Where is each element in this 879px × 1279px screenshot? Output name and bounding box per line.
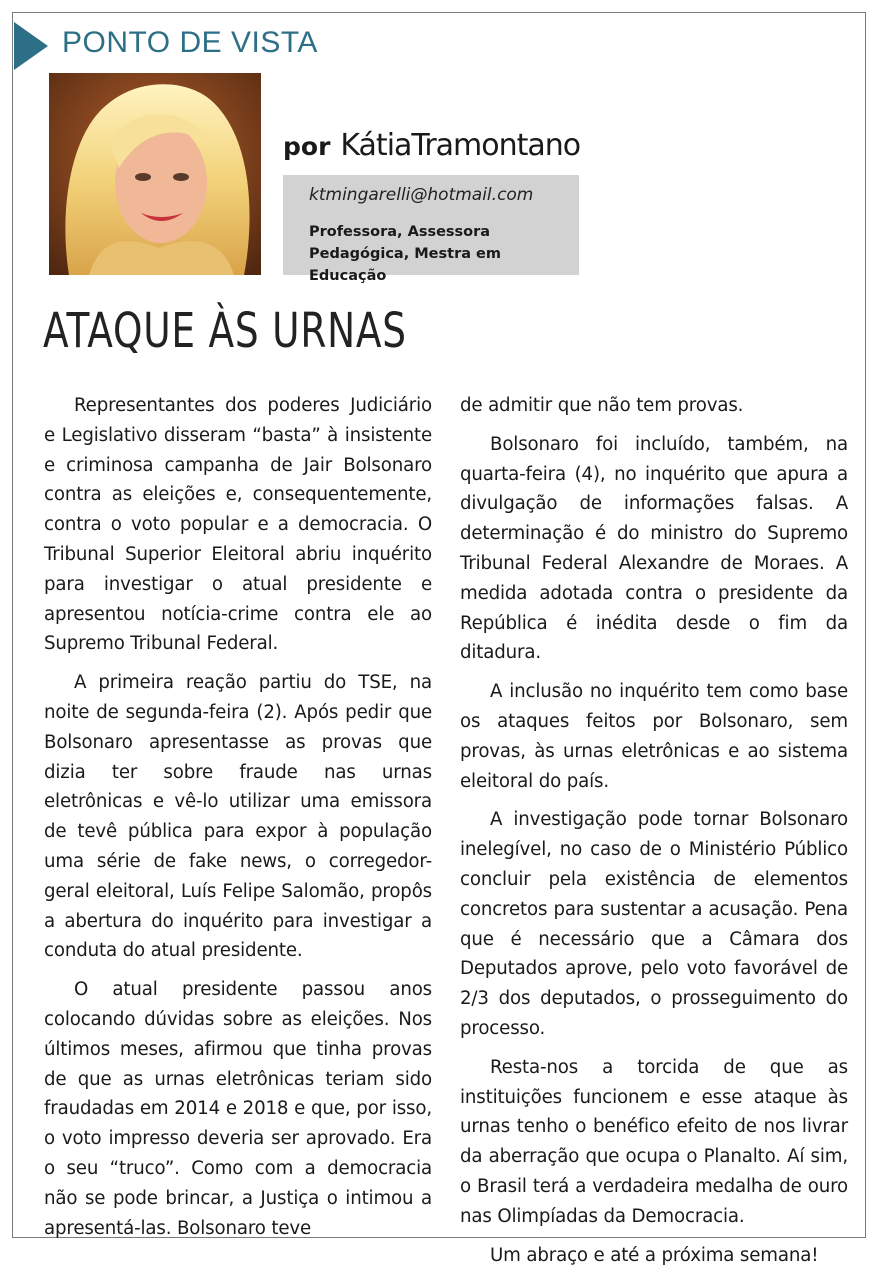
author-portrait-image xyxy=(49,73,261,275)
section-label: PONTO DE VISTA xyxy=(62,26,318,59)
paragraph: Resta-nos a torcida de que as instituições funcionem e esse ataque às urnas tenho o benéfico efeito de nos livrar da aberração que ocupa o Planalto. Aí sim, o Brasil terá a verdadeira medalha de ouro nas Olimpíadas da Democracia. xyxy=(460,1056,848,1227)
article-column-2 xyxy=(460,391,848,1279)
author-info-box xyxy=(283,175,579,284)
paragraph-continuation: de admitir que não tem provas. xyxy=(460,395,744,416)
author-role: Professora, Assessora Pedagógica, Mestra em Educação xyxy=(309,224,502,284)
paragraph: A investigação pode tornar Bolsonaro inelegível, no caso de o Ministério Público concluir pela existência de elementos concretos para sustentar a acusação. Pena que é necessário que a Câmara dos Deputados aprove, pelo voto favorável de 2/3 dos deputados, o prosseguimento do processo. xyxy=(460,809,848,1039)
paragraph: A inclusão no inquérito tem como base os ataques feitos por Bolsonaro, sem provas, às urnas eletrônicas e ao sistema eleitoral do país. xyxy=(460,681,848,792)
section-arrow-icon xyxy=(14,22,48,70)
paragraph: A primeira reação partiu do TSE, na noite de segunda-feira (2). Após pedir que Bolsonaro apresentasse as provas que dizia ter sobre fraude nas urnas eletrônicas e vê-lo utilizar uma emissora de tevê pública para expor à população uma série de fake news, o corregedor-geral eleitoral, Luís Felipe Salomão, propôs a abertura do inquérito para investigar a conduta do atual presidente. xyxy=(44,672,432,962)
author-email[interactable]: ktmingarelli@hotmail.com xyxy=(309,185,534,205)
article-column-1 xyxy=(44,391,432,1252)
paragraph: Representantes dos poderes Judiciário e Legislativo disseram “basta” à insistente e criminosa campanha de Jair Bolsonaro contra as eleições e, consequentemente, contra o voto popular e a democracia. O Tribunal Superior Eleitoral abriu inquérito para investigar o atual presidente e apresentou notícia-crime contra ele ao Supremo Tribunal Federal. xyxy=(44,395,432,655)
paragraph: Bolsonaro foi incluído, também, na quarta-feira (4), no inquérito que apura a divulgação de informações falsas. A determinação é do ministro do Supremo Tribunal Federal Alexandre de Moraes. A medida adotada contra o presidente da República é inédita desde o fim da ditadura. xyxy=(460,433,848,664)
paragraph: Um abraço e até a próxima semana! xyxy=(490,1244,819,1266)
author-photo xyxy=(49,73,261,275)
paragraph: O atual presidente passou anos colocando dúvidas sobre as eleições. Nos últimos meses, afirmou que tinha provas de que as urnas eletrônicas teriam sido fraudadas em 2014 e 2018 e que, por isso, o voto impresso deveria ser aprovado. Era o seu “truco”. Como com a democracia não se pode brincar, a Justiça o intimou a apresentá-las. Bolsonaro teve xyxy=(44,979,432,1239)
article-headline: ATAQUE ÀS URNAS xyxy=(43,303,407,359)
author-name: KátiaTramontano xyxy=(340,128,581,163)
byline xyxy=(283,128,580,163)
byline-prefix: por xyxy=(283,132,331,161)
